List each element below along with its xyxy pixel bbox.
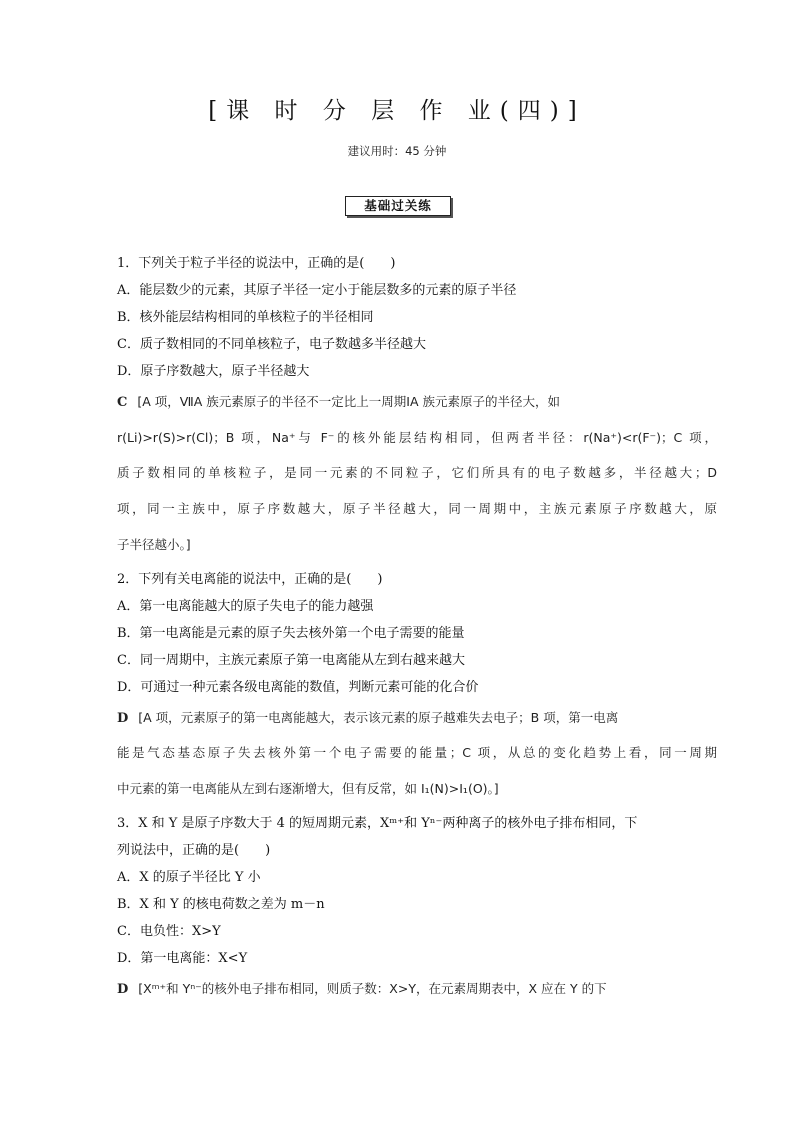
q3-answer-key: D xyxy=(117,982,129,997)
q3-explanation-text: [Xᵐ⁺和 Yⁿ⁻的核外电子排布相同，则质子数：X>Y，在元素周期表中，X 应在 Y 的下 xyxy=(138,981,607,996)
q1-option-b: B．核外能层结构相同的单核粒子的半径相同 xyxy=(117,310,374,325)
q1-option-a: A．能层数少的元素，其原子半径一定小于能层数多的元素的原子半径 xyxy=(117,283,517,298)
q1-answer-key: C xyxy=(117,395,128,410)
q3-stem-line: 列说法中，正确的是( ) xyxy=(117,843,271,858)
q2-explanation-text: [A 项，元素原子的第一电离能越大，表示该元素的原子越难失去电子；B 项，第一电离 xyxy=(138,710,619,725)
q1-explanation-text: [A 项，ⅦA 族元素原子的半径不一定比上一周期ⅠA 族元素原子的半径大，如 xyxy=(137,394,560,409)
q1-explanation-line xyxy=(117,392,717,410)
q3-option-a: A．X 的原子半径比 Y 小 xyxy=(117,870,261,885)
q2-explanation-line: 中元素的第一电离能从左到右逐渐增大，但有反常，如 I₁(N)>I₁(O)。] xyxy=(117,781,499,796)
q1-option-d: D．原子序数越大，原子半径越大 xyxy=(117,364,310,379)
suggested-time: 建议用时：45 分钟 xyxy=(347,144,447,158)
q3-option-c: C．电负性：X>Y xyxy=(117,924,221,939)
q2-option-d: D．可通过一种元素各级电离能的数值，判断元素可能的化合价 xyxy=(117,680,479,695)
q2-explanation-line: 能是气态基态原子失去核外第一个电子需要的能量；C 项，从总的变化趋势上看，同一周期 xyxy=(117,745,717,760)
q3-option-b: B．X 和 Y 的核电荷数之差为 m－n xyxy=(117,897,325,912)
q2-stem: 2．下列有关电离能的说法中，正确的是( ) xyxy=(117,572,383,587)
q3-option-d: D．第一电离能：X<Y xyxy=(117,951,248,966)
q2-answer-key: D xyxy=(117,711,129,726)
page-title: [课 时 分 层 作 业(四)] xyxy=(208,98,586,124)
q2-explanation-line xyxy=(117,708,717,726)
q1-explanation-line: 质子数相同的单核粒子，是同一元素的不同粒子，它们所具有的电子数越多，半径越大；D xyxy=(117,465,717,480)
q3-stem-line: 3．X 和 Y 是原子序数大于 4 的短周期元素，Xᵐ⁺和 Yⁿ⁻两种离子的核外电子排布相同，下 xyxy=(117,816,638,831)
q1-explanation-line: 项，同一主族中，原子序数越大，原子半径越大，同一周期中，主族元素原子序数越大，原 xyxy=(117,501,717,516)
section-label-box: 基础过关练 xyxy=(345,196,451,216)
q2-option-c: C．同一周期中，主族元素原子第一电离能从左到右越来越大 xyxy=(117,653,465,668)
q3-explanation-line xyxy=(117,979,717,997)
q1-stem: 1．下列关于粒子半径的说法中，正确的是( ) xyxy=(117,256,396,271)
q2-option-a: A．第一电离能越大的原子失电子的能力越强 xyxy=(117,599,374,614)
q1-explanation-line: r(Li)>r(S)>r(Cl)；B 项，Na⁺与 F⁻的核外能层结构相同，但两者半径：r(Na⁺)<r(F⁻)；C 项， xyxy=(117,430,717,445)
q2-option-b: B．第一电离能是元素的原子失去核外第一个电子需要的能量 xyxy=(117,626,465,641)
q1-option-c: C．质子数相同的不同单核粒子，电子数越多半径越大 xyxy=(117,337,426,352)
q1-explanation-line: 子半径越小。] xyxy=(117,537,191,552)
